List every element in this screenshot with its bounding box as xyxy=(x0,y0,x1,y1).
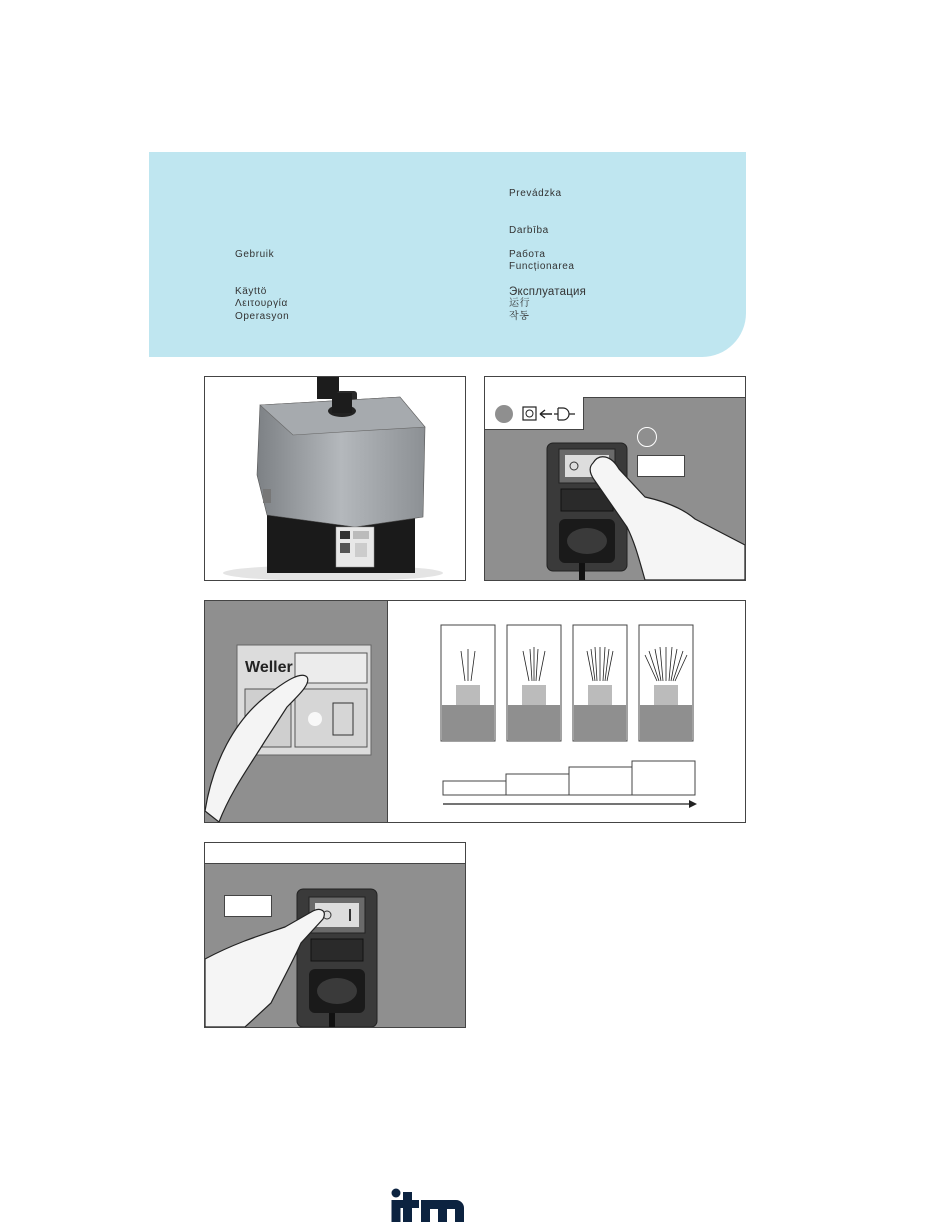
speed-step-bars xyxy=(443,761,695,795)
lang-lv: Darbība xyxy=(509,225,549,236)
lang-nl: Gebruik xyxy=(235,249,275,260)
control-panel-photo xyxy=(205,601,388,822)
unit-photo-panel xyxy=(204,376,466,581)
nozzle-level-4 xyxy=(639,625,693,741)
nozzle-level-1 xyxy=(441,625,495,741)
indicator-light xyxy=(308,712,322,726)
power-off-panel xyxy=(204,842,466,1028)
power-on-panel xyxy=(484,376,746,581)
fan-speed-panel xyxy=(204,600,746,823)
lang-bg: Работа xyxy=(509,249,546,260)
nozzle-level-3 xyxy=(573,625,627,741)
brand-label: Weller xyxy=(245,659,293,676)
extraction-unit-illustration xyxy=(205,377,465,580)
lang-ko: 작동 xyxy=(509,311,530,322)
lang-fi: Käyttö xyxy=(235,286,267,297)
itm-logo xyxy=(390,1188,465,1224)
switch-hand-illustration xyxy=(485,377,745,580)
lang-ro: Funcționarea xyxy=(509,261,575,272)
nozzle-level-2 xyxy=(507,625,561,741)
lang-el: Λειτουργία xyxy=(235,298,288,309)
lang-sk: Prevádzka xyxy=(509,188,562,199)
lang-zh: 运行 xyxy=(509,298,531,309)
lang-tr: Operasyon xyxy=(235,311,290,322)
lang-ru: Эксплуатация xyxy=(509,286,587,298)
airflow-levels-diagram xyxy=(389,601,745,822)
switch-off-hand-illustration xyxy=(205,843,465,1027)
